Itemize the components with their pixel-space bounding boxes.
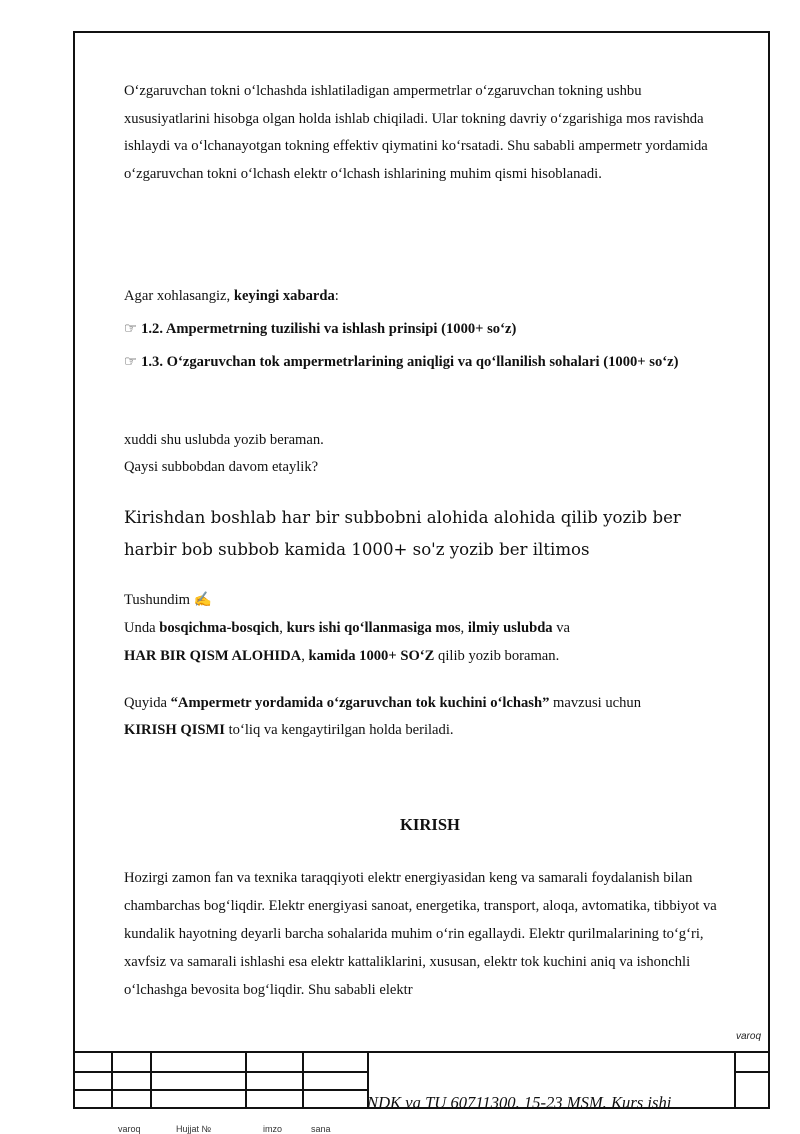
stamp-line — [302, 1051, 304, 1109]
sheet-label: varoq — [736, 1031, 762, 1042]
stamp-line — [150, 1051, 152, 1109]
paragraph-ampermeter-intro: O‘zgaruvchan tokni o‘lchashda ishlatiladigan ampermetrlar o‘zgaruvchan tokning ushbu xususiyatlarini hisobga olgan holda ishlab chiqiladi. Ular tokning davriy o‘zgarishiga mos ravishda ishlaydi va o‘lchanayotgan tokning effektiv qiymatini ko‘rsatadi. Shu sababli ampermetr yordamida o‘zgaruvchan tokni o‘lchash elektr o‘lchash ishlarining muhim qismi hisoblanadi. — [124, 83, 708, 182]
stamp-line — [111, 1051, 113, 1109]
stamp-line — [734, 1071, 770, 1073]
document-body — [124, 78, 724, 998]
document-code: NDK va TU 60711300. 15-23 MSM. Kurs ishi — [367, 1093, 672, 1112]
follow-up-intro: Agar xohlasangiz, keyingi xabarda: — [124, 288, 339, 304]
next-item-1-2: ☞ 1.2. Ampermetrning tuzilishi va ishlash prinsipi (1000+ so‘z) — [124, 321, 517, 337]
pointing-hand-icon: ☞ — [124, 354, 138, 370]
section-heading: KIRISH — [400, 815, 460, 834]
stamp-line — [73, 1051, 770, 1053]
stamp-line — [73, 1071, 367, 1073]
paragraph-kirish: Hozirgi zamon fan va texnika taraqqiyoti elektr energiyasidan keng va samarali foydalanish bilan chambarchas bog‘liqdir. Elektr energiyasi sanoat, energetika, transport, aloqa, avtomatika, tibbiyot va kundalik hayotning deyarli barcha sohalarida muhim o‘rin egallaydi. Elektr qurilmalarining to‘g‘ri, xavfsiz va samarali ishlashi esa elektr kattaliklarini, xususan, elektr tok kuchini aniq va ishonchli o‘lchashga bevosita bog‘liqdir. Shu sababli elektr — [124, 870, 717, 998]
continuation-question: xuddi shu uslubda yozib beraman. Qaysi subbobdan davom etaylik? — [124, 432, 324, 475]
stamp-line — [734, 1051, 736, 1109]
stamp-line — [245, 1051, 247, 1109]
next-item-1-3: ☞ 1.3. O‘zgaruvchan tok ampermetrlarining aniqligi va qo‘llanilish sohalari (1000+ so‘z) — [124, 354, 679, 370]
stamp-line — [73, 1089, 367, 1091]
writing-hand-icon: ✍ — [193, 592, 212, 608]
user-request: Kirishdan boshlab har bir subbobni alohida alohida qilib yozib ber harbir bob subbob kamida 1000+ so'z yozib ber iltimos — [124, 508, 681, 559]
topic-statement: Quyida “Ampermetr yordamida o‘zgaruvchan tok kuchini o‘lchash” mavzusi uchun KIRISH QISMI to‘liq va kengaytirilgan holda beriladi. — [124, 695, 642, 738]
pointing-hand-icon: ☞ — [124, 321, 138, 337]
understood-block: Tushundim ✍ Unda bosqichma-bosqich, kurs ishi qo‘llanmasiga mos, ilmiy uslubda va HAR BIR QISM ALOHIDA, kamida 1000+ SO‘Z qilib yozib boraman. — [124, 592, 571, 664]
